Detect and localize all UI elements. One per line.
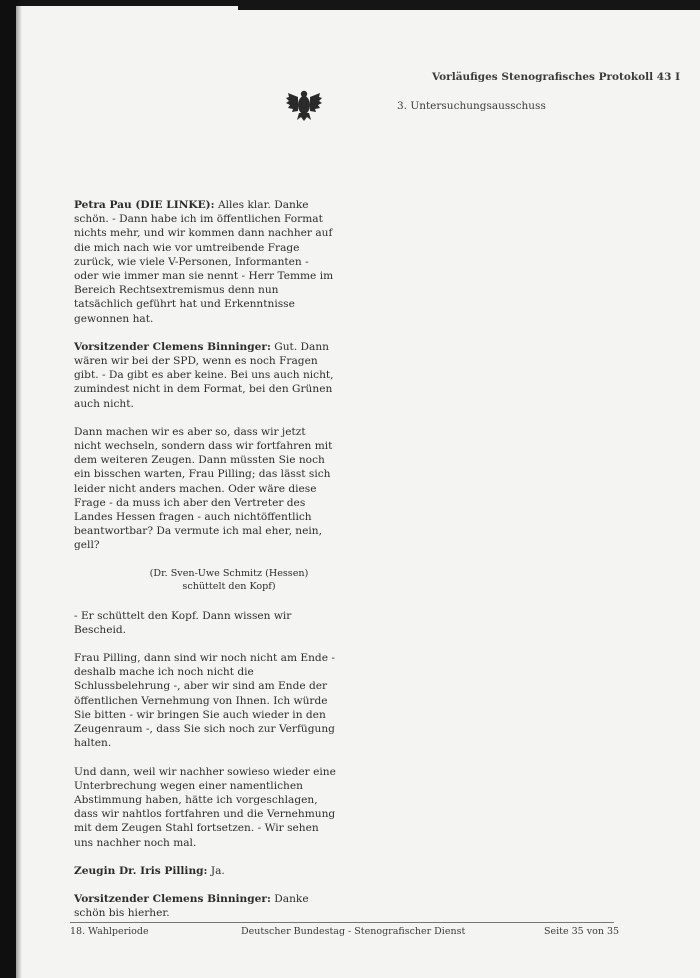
scan-left-edge — [0, 0, 16, 978]
scan-left-shadow — [16, 0, 22, 978]
paragraph-text: Gut. Dann wären wir bei der SPD, wenn es noch Fragen gibt. - Da gibt es aber keine. Bei uns auch nicht, zumindest nicht in dem Format, bei den Grünen auch nicht. — [74, 340, 334, 410]
paragraph-text: Frau Pilling, dann sind wir noch nicht am Ende - deshalb mache ich noch nicht die Schlussbelehrung -, aber wir sind am Ende der öffentlichen Vernehmung von Ihnen. Ich würde Sie bitten - wir bringen Sie auch wieder in den Zeugenraum -, dass Sie sich noch zur Verfügung halten. — [74, 652, 335, 750]
paragraph-pilling — [74, 864, 336, 878]
paragraph-binninger-2 — [74, 892, 336, 920]
paragraph-text: Alles klar. Danke schön. - Dann habe ich im öffentlichen Format nichts mehr, und wir kommen dann nachher auf die mich nach wie vor umtreibende Frage zurück, wie viele V-Personen, Informanten - oder wie immer man sie nennt - Herr Temme im Bereich Rechtsextremismus denn nun tatsächlich geführt hat und Erkenntnisse gewonnen hat. — [74, 199, 334, 325]
bundestag-eagle-icon — [284, 84, 324, 124]
scan-top-gap — [0, 6, 238, 10]
paragraph-text: - Er schüttelt den Kopf. Dann wissen wir Bescheid. — [74, 609, 292, 636]
paragraph-text: Und dann, weil wir nachher sowieso wieder eine Unterbrechung wegen einer namentlichen Abstimmung haben, hätte ich vorgeschlagen, dass wir nahtlos fortfahren und die Vernehmung mit dem Zeugen Stahl fortsetzen. - Wir sehen uns nachher noch mal. — [74, 765, 336, 849]
footer-page-number: Seite 35 von 35 — [544, 926, 620, 937]
paragraph-pau — [74, 198, 336, 326]
paragraph-continuation-4 — [74, 765, 336, 850]
stage-direction: (Dr. Sven-Uwe Schmitz (Hessen) schüttelt den Kopf) — [149, 567, 309, 592]
paragraph-text: Ja. — [207, 864, 225, 877]
paragraph-continuation-2 — [74, 609, 336, 637]
footer-legislative-period: 18. Wahlperiode — [70, 926, 149, 937]
footer-service: Deutscher Bundestag - Stenografischer Dienst — [241, 926, 466, 937]
speaker-name: Zeugin Dr. Iris Pilling: — [74, 864, 208, 877]
speaker-name: Vorsitzender Clemens Binninger: — [74, 892, 271, 905]
committee-name: 3. Untersuchungsausschuss — [397, 100, 546, 112]
footer-rule — [70, 922, 614, 923]
paragraph-continuation-3 — [74, 651, 336, 750]
paragraph-text: Danke schön bis hierher. — [74, 892, 309, 920]
paragraph-text: Dann machen wir es aber so, dass wir jetzt nicht wechseln, sondern dass wir fortfahren mit dem weiteren Zeugen. Dann müssten Sie noch ein bisschen warten, Frau Pilling; das lässt sich leider nicht anders machen. Oder wäre diese Frage - da muss ich aber den Vertreter des Landes Hessen fragen - auch nichtöffentlich beantwortbar? Da vermute ich mal eher, nein, gell? — [74, 425, 333, 552]
speaker-name: Vorsitzender Clemens Binninger: — [74, 340, 271, 353]
transcript-body — [74, 198, 336, 934]
paragraph-continuation-1 — [74, 425, 336, 553]
speaker-name: Petra Pau (DIE LINKE): — [74, 199, 215, 211]
protocol-title: Vorläufiges Stenografisches Protokoll 43 I — [432, 71, 680, 83]
paragraph-binninger-1 — [74, 340, 336, 411]
